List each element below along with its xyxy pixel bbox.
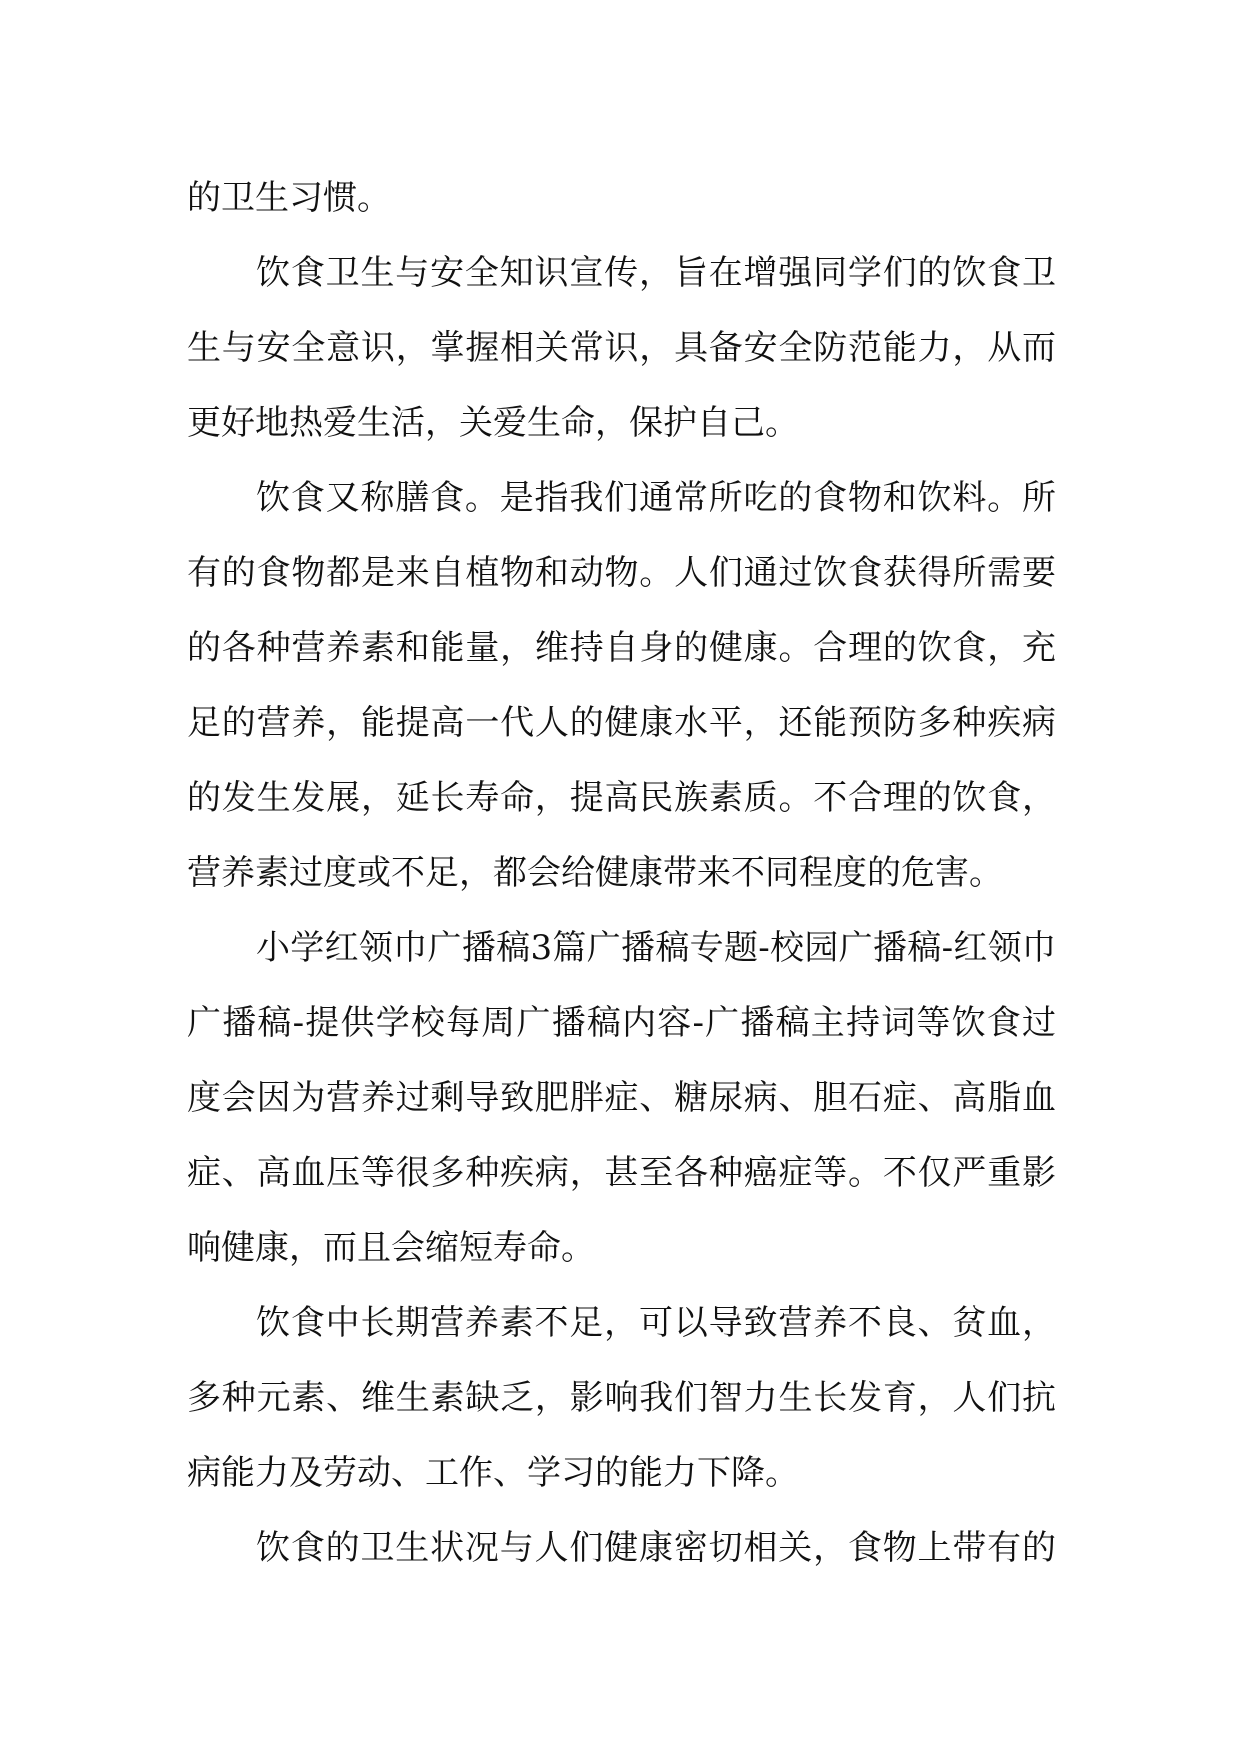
text-line: 响健康，而且会缩短寿命。 (187, 1228, 595, 1268)
text-line: 饮食的卫生状况与人们健康密切相关，食物上带有的 (256, 1528, 1056, 1568)
text-line: 营养素过度或不足，都会给健康带来不同程度的危害。 (187, 853, 1003, 893)
text-line: 足的营养，能提高一代人的健康水平，还能预防多种疾病 (187, 703, 1056, 743)
text-line: 的卫生习惯。 (187, 178, 391, 218)
text-line: 饮食又称膳食。是指我们通常所吃的食物和饮料。所 (256, 478, 1056, 518)
text-line: 的发生发展，延长寿命，提高民族素质。不合理的饮食， (187, 778, 1056, 818)
text-line: 的各种营养素和能量，维持自身的健康。合理的饮食，充 (187, 628, 1056, 668)
text-line: 小学红领巾广播稿3篇广播稿专题-校园广播稿-红领巾 (256, 928, 1056, 968)
text-line: 多种元素、维生素缺乏，影响我们智力生长发育，人们抗 (187, 1378, 1056, 1418)
text-line: 饮食卫生与安全知识宣传，旨在增强同学们的饮食卫 (256, 253, 1056, 293)
text-line: 病能力及劳动、工作、学习的能力下降。 (187, 1453, 799, 1493)
text-line: 饮食中长期营养素不足，可以导致营养不良、贫血， (256, 1303, 1056, 1343)
text-line: 度会因为营养过剩导致肥胖症、糖尿病、胆石症、高脂血 (187, 1078, 1056, 1118)
text-line: 有的食物都是来自植物和动物。人们通过饮食获得所需要 (187, 553, 1056, 593)
text-line: 更好地热爱生活，关爱生命，保护自己。 (187, 403, 799, 443)
text-line: 症、高血压等很多种疾病，甚至各种癌症等。不仅严重影 (187, 1153, 1056, 1193)
text-line: 生与安全意识，掌握相关常识，具备安全防范能力，从而 (187, 328, 1056, 368)
text-line: 广播稿-提供学校每周广播稿内容-广播稿主持词等饮食过 (187, 1003, 1056, 1043)
